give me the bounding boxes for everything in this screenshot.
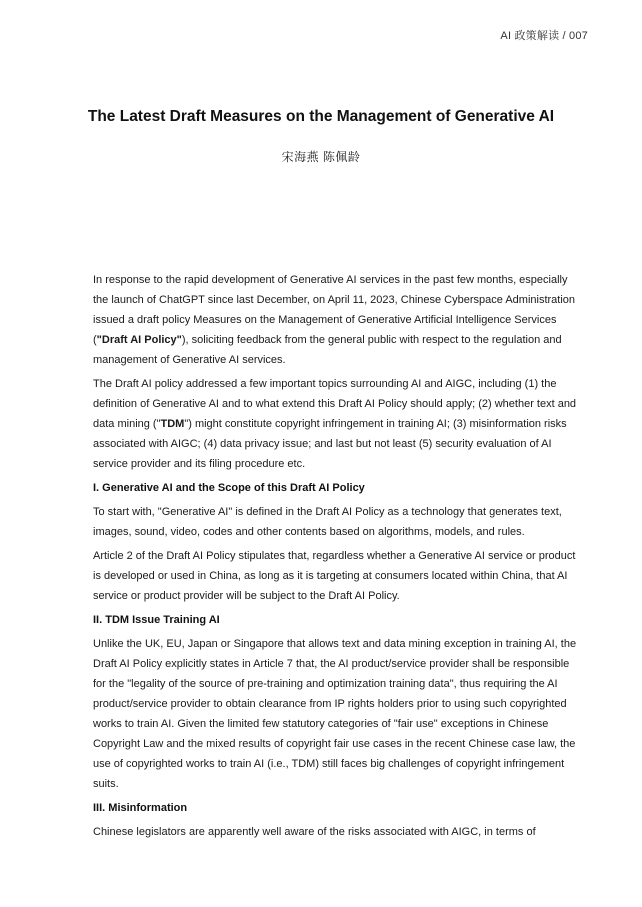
defined-term: TDM xyxy=(160,418,185,430)
paragraph-text: ") might constitute copyright infringement in training AI; (3) misinformation risks associated with AIGC; (4) data privacy issue; and last but not least (5) security evaluation of AI service provider and its filing procedure etc. xyxy=(93,418,567,470)
paragraph-intro xyxy=(93,270,585,370)
defined-term: "Draft AI Policy" xyxy=(96,334,182,346)
paragraph-text: The Draft AI policy addressed a few important topics surrounding AI and AIGC, including (1) the definition of Generative AI and to what extend this Draft AI Policy should apply; (2) whether text and data mining (" xyxy=(93,378,577,430)
running-header: AI 政策解读 / 007 xyxy=(500,30,588,42)
document-body xyxy=(93,270,585,846)
paragraph-scope: Article 2 of the Draft AI Policy stipulates that, regardless whether a Generative AI service or product is developed or used in China, as long as it is targeting at consumers located within China, that AI service or product provider will be subject to the Draft AI Policy. xyxy=(93,550,576,602)
paragraph-misinformation: Chinese legislators are apparently well aware of the risks associated with AIGC, in terms of xyxy=(93,826,536,838)
document-title: The Latest Draft Measures on the Management of Generative AI xyxy=(87,108,555,125)
section-heading-2: II. TDM Issue Training AI xyxy=(93,614,220,626)
paragraph-topics xyxy=(93,374,585,474)
paragraph-definition: To start with, "Generative AI" is defined in the Draft AI Policy as a technology that generates text, images, sound, video, codes and other contents based on algorithms, models, and rules. xyxy=(93,506,562,538)
document-authors: 宋海燕 陈佩龄 xyxy=(281,150,361,164)
section-heading-1: I. Generative AI and the Scope of this Draft AI Policy xyxy=(93,482,365,494)
section-heading-3: III. Misinformation xyxy=(93,802,188,814)
paragraph-text: In response to the rapid development of Generative AI services in the past few months, especially the launch of ChatGPT since last December, on April 11, 2023, Chinese Cyberspace Administration issued a draft policy Measures on the Management of Generative Artificial Intelligence Services ( xyxy=(93,274,576,346)
paragraph-text: ), soliciting feedback from the general public with respect to the regulation and management of Generative AI services. xyxy=(93,334,562,366)
paragraph-tdm: Unlike the UK, EU, Japan or Singapore that allows text and data mining exception in training AI, the Draft AI Policy explicitly states in Article 7 that, the AI product/service provider shall be responsible for the "legality of the source of pre-training and optimization training data", thus requiring the AI product/service provider to obtain clearance from IP rights holders prior to using such copyrighted works to train AI. Given the limited few statutory categories of "fair use" exceptions in Chinese Copyright Law and the mixed results of copyright fair use cases in the recent Chinese case law, the use of copyrighted works to train AI (i.e., TDM) still faces big challenges of copyright infringement suits. xyxy=(93,638,577,790)
